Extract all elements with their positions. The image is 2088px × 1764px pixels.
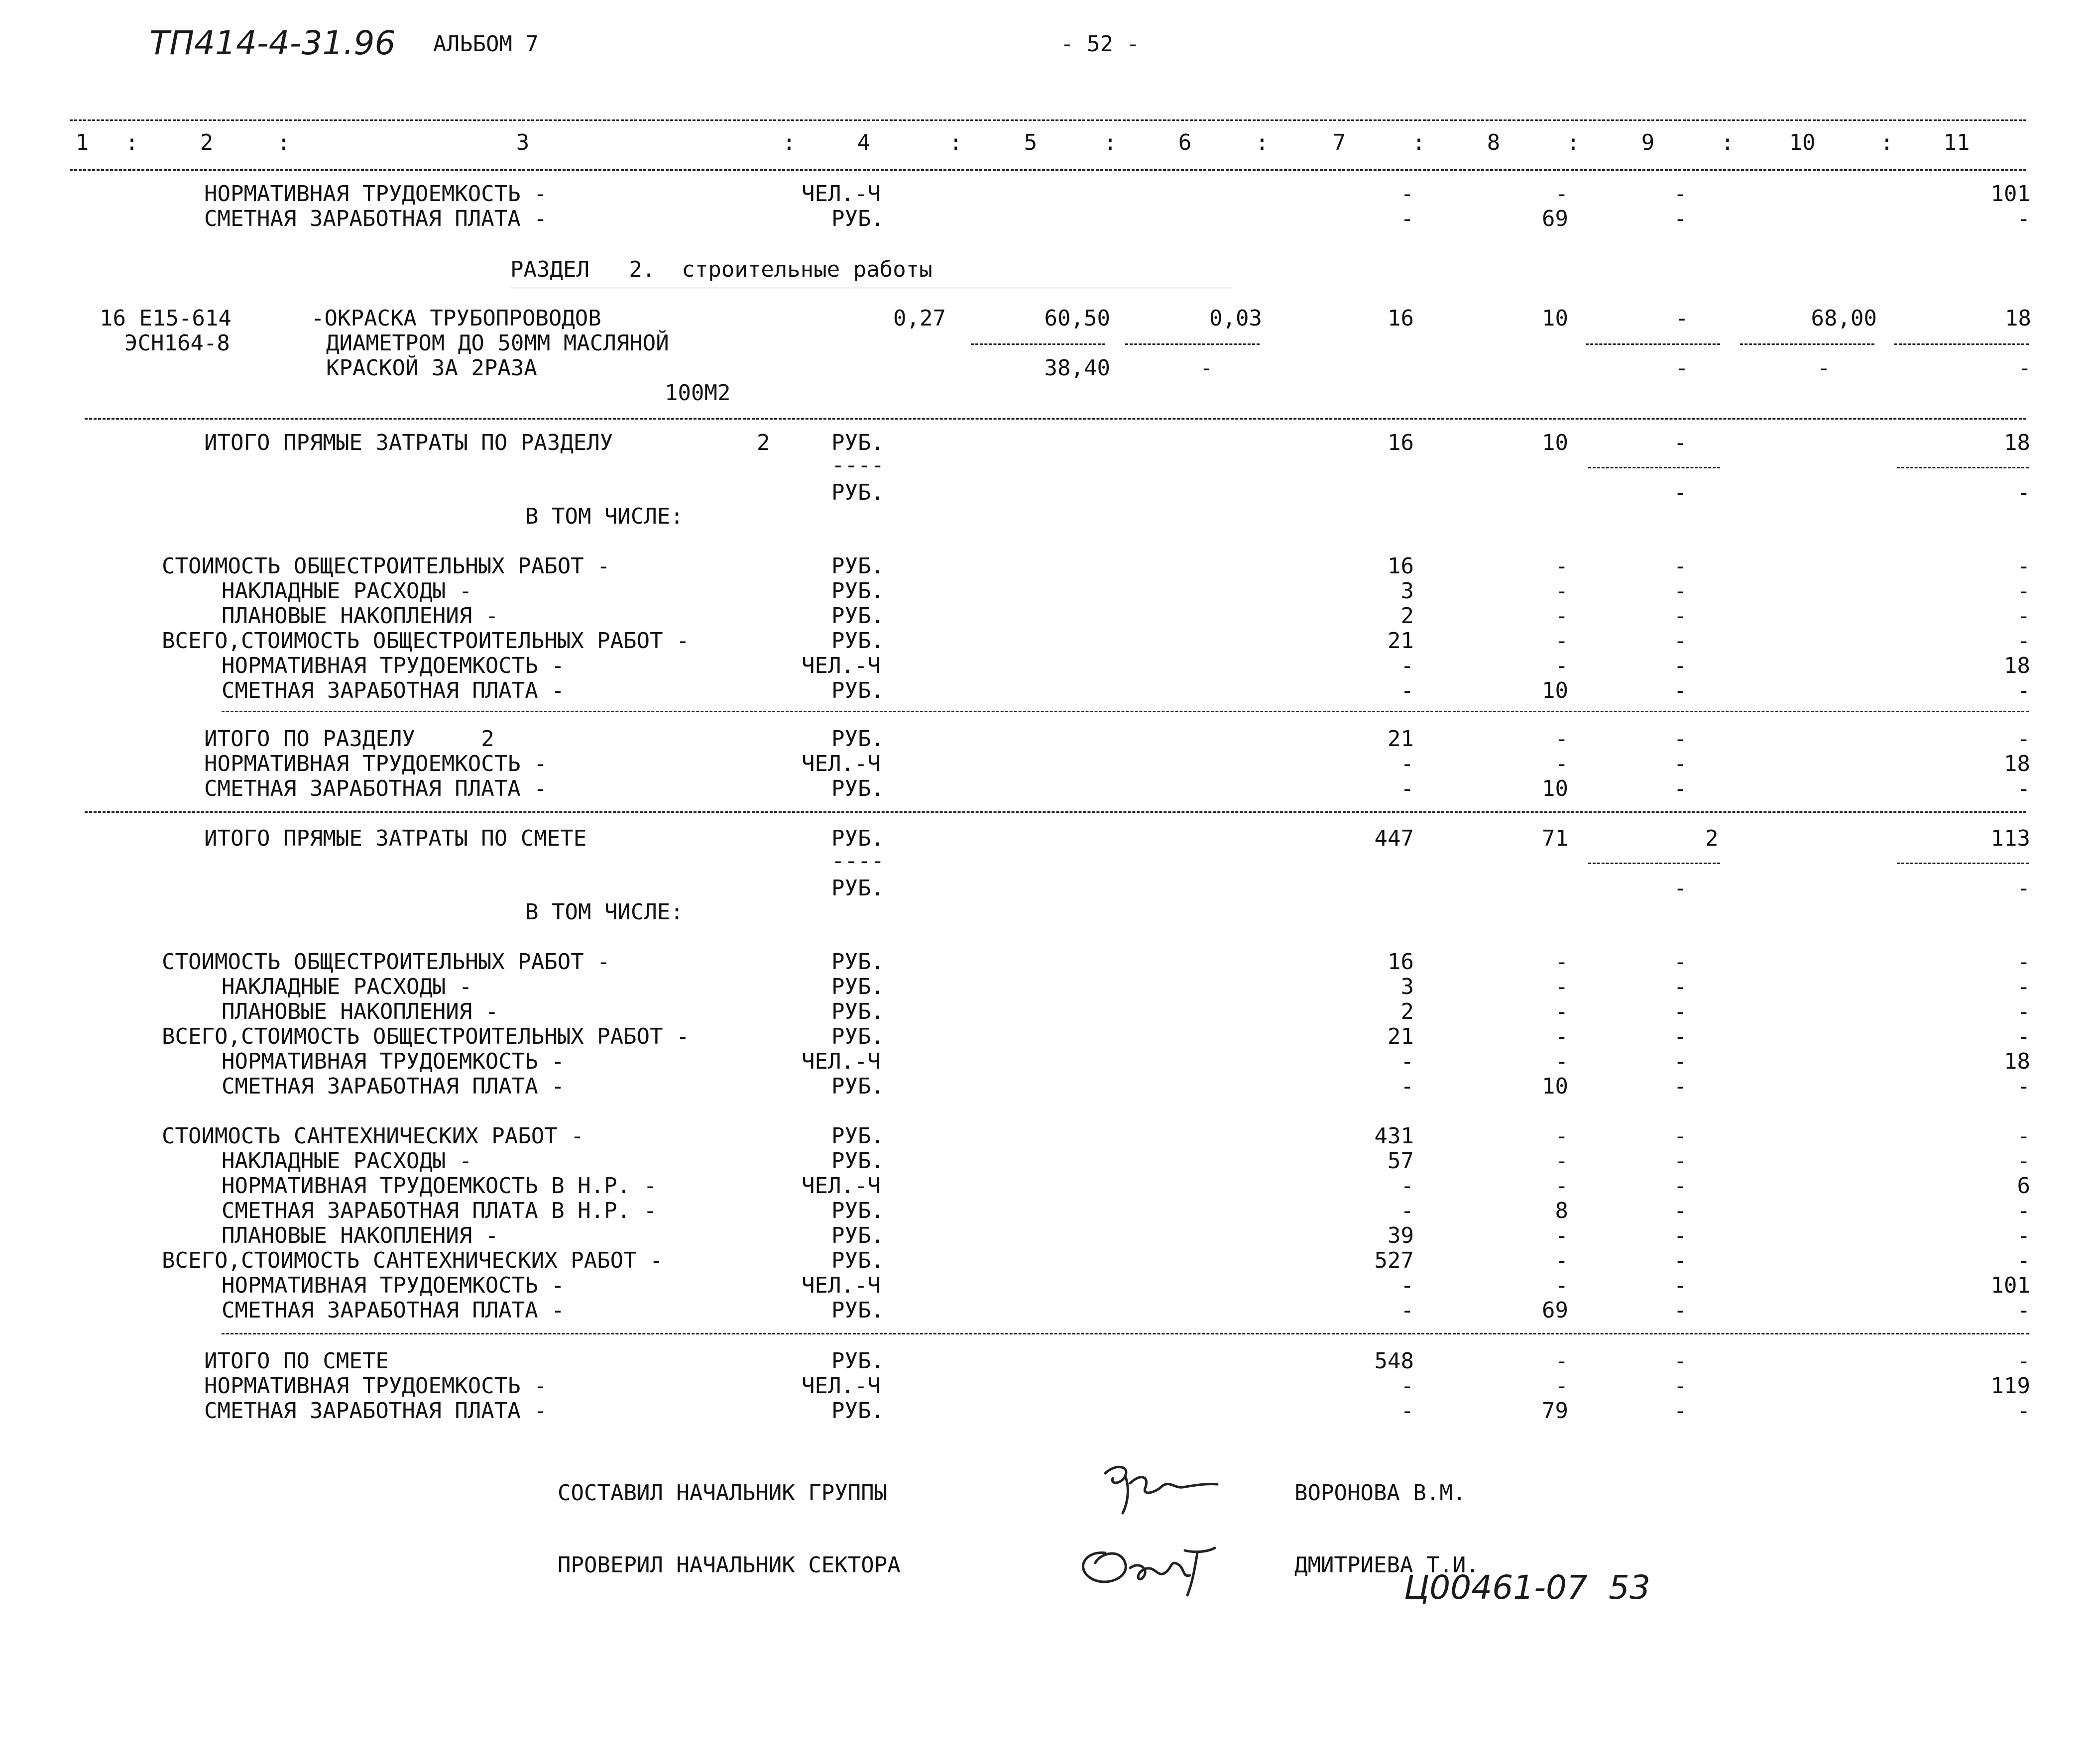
total-direct-estimate-c11: 113 <box>1990 826 2030 851</box>
total-direct-section-num: 2 <box>757 430 770 455</box>
general2-row-1-c9: - <box>1674 949 1687 975</box>
sanitary-row-7-label: НОРМАТИВНАЯ ТРУДОЕМКОСТЬ - <box>222 1273 565 1298</box>
item-c11: 18 <box>2005 306 2031 331</box>
column-header-4: : <box>277 130 291 155</box>
general1-row-5-c7: - <box>1400 653 1414 678</box>
general2-row-2-c7: 3 <box>1400 974 1414 999</box>
section-total-row-1-c9: - <box>1674 726 1687 752</box>
item-c4: 0,27 <box>893 306 946 331</box>
item-c9b: - <box>1675 355 1689 381</box>
general1-row-2-c8: - <box>1555 578 1568 604</box>
general2-row-4-c9: - <box>1674 1024 1687 1049</box>
general2-row-4-label: ВСЕГО,СТОИМОСТЬ ОБЩЕСТРОИТЕЛЬНЫХ РАБОТ - <box>162 1024 690 1049</box>
total-direct-estimate-c9-rule <box>1588 863 1720 864</box>
top-row-1-label: НОРМАТИВНАЯ ТРУДОЕМКОСТЬ - <box>204 181 547 207</box>
signature-dmitrieva <box>1070 1533 1220 1598</box>
signature-voronova <box>1095 1458 1225 1518</box>
estimate-total-row-2-label: НОРМАТИВНАЯ ТРУДОЕМКОСТЬ - <box>204 1373 547 1399</box>
item-c10-rule <box>1740 343 1874 345</box>
total-direct-estimate-unit-dash: ---- <box>831 848 884 874</box>
sanitary-row-6-c11: - <box>2017 1248 2030 1273</box>
total-direct-section-c11b: - <box>2017 480 2030 505</box>
sanitary-row-7-c9: - <box>1674 1273 1687 1298</box>
general1-row-4-unit: РУБ. <box>831 628 884 654</box>
total-direct-estimate-label: ИТОГО ПРЯМЫЕ ЗАТРАТЫ ПО СМЕТЕ <box>204 826 587 851</box>
estimate-total-row-3-c9: - <box>1674 1398 1687 1424</box>
sanitary-row-3-c7: - <box>1400 1173 1414 1199</box>
section-total-row-2-c11: 18 <box>2004 751 2030 776</box>
sanitary-row-4-label: СМЕТНАЯ ЗАРАБОТНАЯ ПЛАТА В Н.Р. - <box>222 1198 657 1223</box>
column-header-9: 5 <box>1024 130 1038 155</box>
item-c10: 68,00 <box>1811 306 1877 331</box>
sanitary-row-8-c8: 69 <box>1542 1298 1568 1323</box>
estimate-total-row-2-c9: - <box>1674 1373 1687 1399</box>
estimate-total-row-3-c11: - <box>2017 1398 2030 1424</box>
item-c9-rule <box>1586 343 1720 345</box>
general1-row-4-label: ВСЕГО,СТОИМОСТЬ ОБЩЕСТРОИТЕЛЬНЫХ РАБОТ - <box>162 628 690 654</box>
item-c6: 0,03 <box>1209 306 1262 331</box>
sanitary-row-4-c7: - <box>1400 1198 1414 1223</box>
sanitary-row-3-unit: ЧЕЛ.-Ч <box>802 1173 881 1199</box>
general2-row-4-c11: - <box>2017 1024 2030 1049</box>
general1-row-3-c9: - <box>1674 603 1687 629</box>
column-header-6: : <box>782 130 796 155</box>
sanitary-row-2-c11: - <box>2017 1148 2030 1174</box>
item-c11-rule <box>1894 343 2029 345</box>
top-row-2-unit: РУБ. <box>831 206 884 231</box>
top-row-1-unit: ЧЕЛ.-Ч <box>802 181 881 207</box>
general1-row-1-unit: РУБ. <box>831 553 884 579</box>
total-direct-section-incl: В ТОМ ЧИСЛЕ: <box>525 504 684 529</box>
total-direct-section-unit-dash: ---- <box>831 452 884 478</box>
general1-row-3-unit: РУБ. <box>831 603 884 629</box>
estimate-total-row-2-unit: ЧЕЛ.-Ч <box>802 1373 881 1399</box>
general2-row-1-c11: - <box>2017 949 2030 975</box>
total-direct-estimate-incl: В ТОМ ЧИСЛЕ: <box>525 899 684 925</box>
total-direct-estimate-c11b: - <box>2017 876 2030 901</box>
general1-row-4-c8: - <box>1555 628 1568 654</box>
sanitary-row-1-c7: 431 <box>1374 1123 1414 1149</box>
general2-row-6-label: СМЕТНАЯ ЗАРАБОТНАЯ ПЛАТА - <box>222 1074 565 1099</box>
item-c11b: - <box>2018 355 2031 381</box>
item-c6-rule <box>1125 343 1260 345</box>
section-total-row-1-c11: - <box>2017 726 2030 752</box>
general1-row-3-c8: - <box>1555 603 1568 629</box>
sanitary-row-5-c8: - <box>1555 1223 1568 1248</box>
general1-row-2-label: НАКЛАДНЫЕ РАСХОДЫ - <box>222 578 472 604</box>
general1-row-5-c8: - <box>1555 653 1568 678</box>
page-number: - 52 - <box>1060 31 1140 57</box>
sanitary-row-2-c8: - <box>1555 1148 1568 1174</box>
column-header-8: : <box>949 130 963 155</box>
section-total-row-2-c9: - <box>1674 751 1687 776</box>
top-row-2-c7: - <box>1400 206 1414 231</box>
section-total-row-2-c7: - <box>1400 751 1414 776</box>
general1-bottom-rule <box>222 711 2029 712</box>
column-header-5: 3 <box>516 130 530 155</box>
sanitary-row-4-c8: 8 <box>1555 1198 1568 1223</box>
general1-row-4-c11: - <box>2017 628 2030 654</box>
sanitary-row-4-c9: - <box>1674 1198 1687 1223</box>
sanitary-row-2-c7: 57 <box>1388 1148 1414 1174</box>
section-total-row-2-label: НОРМАТИВНАЯ ТРУДОЕМКОСТЬ - <box>204 751 547 776</box>
sanitary-row-3-label: НОРМАТИВНАЯ ТРУДОЕМКОСТЬ В Н.Р. - <box>222 1173 657 1199</box>
sanitary-row-1-label: СТОИМОСТЬ САНТЕХНИЧЕСКИХ РАБОТ - <box>162 1123 584 1149</box>
sanitary-row-6-c7: 527 <box>1374 1248 1414 1273</box>
sanitary-row-8-c7: - <box>1400 1298 1414 1323</box>
general2-row-6-c11: - <box>2017 1074 2030 1099</box>
general2-row-3-label: ПЛАНОВЫЕ НАКОПЛЕНИЯ - <box>222 999 499 1024</box>
general1-row-6-c9: - <box>1674 678 1687 703</box>
column-header-10: : <box>1103 130 1117 155</box>
item-name-3: КРАСКОЙ ЗА 2РАЗА <box>326 355 537 381</box>
column-header-16: : <box>1566 130 1580 155</box>
item-c9: - <box>1675 306 1689 331</box>
general1-row-6-c7: - <box>1400 678 1414 703</box>
column-header-15: 8 <box>1487 130 1501 155</box>
item-c5-rule <box>971 343 1105 345</box>
column-header-11: 6 <box>1178 130 1192 155</box>
column-header-13: 7 <box>1332 130 1346 155</box>
total-direct-section-c8: 10 <box>1542 430 1568 455</box>
section-total-row-1-c7: 21 <box>1388 726 1414 752</box>
general1-row-6-c11: - <box>2017 678 2030 703</box>
checked-by-label: ПРОВЕРИЛ НАЧАЛЬНИК СЕКТОРА <box>558 1552 901 1578</box>
general2-row-5-c7: - <box>1400 1049 1414 1074</box>
total-direct-section-unit: РУБ. <box>831 430 884 455</box>
item-c6b: - <box>1200 355 1213 381</box>
general2-row-2-c8: - <box>1555 974 1568 999</box>
sanitary-row-7-unit: ЧЕЛ.-Ч <box>802 1273 881 1298</box>
item-unit: 100М2 <box>665 380 731 406</box>
general2-row-3-c8: - <box>1555 999 1568 1024</box>
sanitary-row-6-unit: РУБ. <box>831 1248 884 1273</box>
album-label: АЛЬБОМ 7 <box>433 31 539 57</box>
estimate-total-row-1-c7: 548 <box>1374 1348 1414 1374</box>
section-total-row-2-unit: ЧЕЛ.-Ч <box>802 751 881 776</box>
section-total-row-1-unit: РУБ. <box>831 726 884 752</box>
section-total-row-3-c7: - <box>1400 776 1414 801</box>
top-row-2-label: СМЕТНАЯ ЗАРАБОТНАЯ ПЛАТА - <box>204 206 547 231</box>
item-bottom-rule <box>85 418 2026 420</box>
general1-row-3-c7: 2 <box>1400 603 1414 629</box>
item-c8: 10 <box>1542 306 1568 331</box>
general2-row-5-c9: - <box>1674 1049 1687 1074</box>
sanitary-row-1-unit: РУБ. <box>831 1123 884 1149</box>
general2-row-2-unit: РУБ. <box>831 974 884 999</box>
section-total-row-3-c9: - <box>1674 776 1687 801</box>
compiled-by-label: СОСТАВИЛ НАЧАЛЬНИК ГРУППЫ <box>558 1480 888 1506</box>
item-c5: 60,50 <box>1044 306 1110 331</box>
doc-code: ТП414-4-31.96 <box>149 24 396 62</box>
general2-row-1-c7: 16 <box>1388 949 1414 975</box>
section-total-bottom-rule <box>85 811 2026 813</box>
estimate-total-row-2-c11: 119 <box>1990 1373 2030 1399</box>
total-direct-estimate-c11-rule <box>1897 863 2029 864</box>
item-c5b: 38,40 <box>1044 355 1110 381</box>
general2-row-1-unit: РУБ. <box>831 949 884 975</box>
estimate-total-row-1-c11: - <box>2017 1348 2030 1374</box>
total-direct-section-c7: 16 <box>1388 430 1414 455</box>
general2-row-3-c11: - <box>2017 999 2030 1024</box>
top-row-1-c11: 101 <box>1990 181 2030 207</box>
general1-row-1-label: СТОИМОСТЬ ОБЩЕСТРОИТЕЛЬНЫХ РАБОТ - <box>162 553 610 579</box>
total-direct-section-label: ИТОГО ПРЯМЫЕ ЗАТРАТЫ ПО РАЗДЕЛУ <box>204 430 613 455</box>
general1-row-6-c8: 10 <box>1542 678 1568 703</box>
general1-row-3-c11: - <box>2017 603 2030 629</box>
sanitary-row-1-c9: - <box>1674 1123 1687 1149</box>
estimate-total-row-1-c9: - <box>1674 1348 1687 1374</box>
sanitary-row-5-c11: - <box>2017 1223 2030 1248</box>
sanitary-row-4-c11: - <box>2017 1198 2030 1223</box>
top-row-1-c8: - <box>1555 181 1568 207</box>
total-direct-estimate-c9b: - <box>1674 876 1687 901</box>
sanitary-row-6-c8: - <box>1555 1248 1568 1273</box>
section-total-row-1-label: ИТОГО ПО РАЗДЕЛУ 2 <box>204 726 494 752</box>
estimate-total-row-3-label: СМЕТНАЯ ЗАРАБОТНАЯ ПЛАТА - <box>204 1398 547 1424</box>
total-direct-section-c9: - <box>1674 430 1687 455</box>
total-direct-section-c11: 18 <box>2004 430 2030 455</box>
sanitary-row-8-label: СМЕТНАЯ ЗАРАБОТНАЯ ПЛАТА - <box>222 1298 565 1323</box>
header-top-rule <box>70 119 2026 121</box>
general2-row-6-unit: РУБ. <box>831 1074 884 1099</box>
general1-row-3-label: ПЛАНОВЫЕ НАКОПЛЕНИЯ - <box>222 603 499 629</box>
section-total-row-3-unit: РУБ. <box>831 776 884 801</box>
column-header-3: 2 <box>200 130 214 155</box>
sanitary-row-3-c8: - <box>1555 1173 1568 1199</box>
general2-row-6-c8: 10 <box>1542 1074 1568 1099</box>
general2-row-6-c9: - <box>1674 1074 1687 1099</box>
general2-row-1-c8: - <box>1555 949 1568 975</box>
estimate-total-row-1-unit: РУБ. <box>831 1348 884 1374</box>
general1-row-1-c11: - <box>2017 553 2030 579</box>
general1-row-5-c9: - <box>1674 653 1687 678</box>
general2-row-1-label: СТОИМОСТЬ ОБЩЕСТРОИТЕЛЬНЫХ РАБОТ - <box>162 949 610 975</box>
item-c7: 16 <box>1388 306 1414 331</box>
general1-row-2-c11: - <box>2017 578 2030 604</box>
compiled-by-name: ВОРОНОВА В.М. <box>1294 1480 1466 1506</box>
sanitary-row-8-unit: РУБ. <box>831 1298 884 1323</box>
sanitary-row-2-unit: РУБ. <box>831 1148 884 1174</box>
section-total-row-2-c8: - <box>1555 751 1568 776</box>
top-row-2-c11: - <box>2017 206 2030 231</box>
estimate-total-row-3-c8: 79 <box>1542 1398 1568 1424</box>
general2-row-4-c8: - <box>1555 1024 1568 1049</box>
general2-row-5-c11: 18 <box>2004 1049 2030 1074</box>
item-code-2: ЭСН164-8 <box>124 331 230 356</box>
section-total-row-3-c8: 10 <box>1542 776 1568 801</box>
stamp-code: Ц00461-07 53 <box>1404 1568 1650 1607</box>
sanitary-row-3-c11: 6 <box>2017 1173 2030 1199</box>
total-direct-estimate-c7: 447 <box>1374 826 1414 851</box>
sanitary-bottom-rule <box>222 1333 2029 1334</box>
general1-row-5-c11: 18 <box>2004 653 2030 678</box>
column-header-18: : <box>1721 130 1735 155</box>
column-header-14: : <box>1412 130 1426 155</box>
general1-row-2-c7: 3 <box>1400 578 1414 604</box>
section-title: РАЗДЕЛ 2. строительные работы <box>510 257 932 282</box>
general2-row-2-c9: - <box>1674 974 1687 999</box>
total-direct-estimate-c9: 2 <box>1705 826 1719 851</box>
general2-row-5-unit: ЧЕЛ.-Ч <box>802 1049 881 1074</box>
top-row-1-c7: - <box>1400 181 1414 207</box>
top-row-2-c8: 69 <box>1542 206 1568 231</box>
sanitary-row-5-c9: - <box>1674 1223 1687 1248</box>
sanitary-row-6-c9: - <box>1674 1248 1687 1273</box>
general1-row-5-unit: ЧЕЛ.-Ч <box>802 653 881 678</box>
column-header-12: : <box>1255 130 1269 155</box>
general2-row-4-unit: РУБ. <box>831 1024 884 1049</box>
general2-row-3-unit: РУБ. <box>831 999 884 1024</box>
header-bottom-rule <box>70 169 2026 171</box>
general2-row-5-label: НОРМАТИВНАЯ ТРУДОЕМКОСТЬ - <box>222 1049 565 1074</box>
item-number-code: 16 Е15-614 <box>100 306 232 331</box>
column-header-20: : <box>1880 130 1894 155</box>
total-direct-estimate-c8: 71 <box>1542 826 1568 851</box>
general2-row-2-label: НАКЛАДНЫЕ РАСХОДЫ - <box>222 974 472 999</box>
checked-by-name: ДМИТРИЕВА Т.И. <box>1294 1552 1479 1578</box>
estimate-total-row-2-c8: - <box>1555 1373 1568 1399</box>
general2-row-3-c9: - <box>1674 999 1687 1024</box>
total-direct-section-c9b: - <box>1674 480 1687 505</box>
top-row-2-c9: - <box>1674 206 1687 231</box>
section-total-row-3-label: СМЕТНАЯ ЗАРАБОТНАЯ ПЛАТА - <box>204 776 547 801</box>
general1-row-5-label: НОРМАТИВНАЯ ТРУДОЕМКОСТЬ - <box>222 653 565 678</box>
total-direct-section-unit2: РУБ. <box>831 480 884 505</box>
estimate-total-row-1-label: ИТОГО ПО СМЕТЕ <box>204 1348 389 1374</box>
section-total-row-1-c8: - <box>1555 726 1568 752</box>
estimate-total-row-3-unit: РУБ. <box>831 1398 884 1424</box>
sanitary-row-3-c9: - <box>1674 1173 1687 1199</box>
general1-row-1-c9: - <box>1674 553 1687 579</box>
sanitary-row-5-label: ПЛАНОВЫЕ НАКОПЛЕНИЯ - <box>222 1223 499 1248</box>
general1-row-4-c7: 21 <box>1388 628 1414 654</box>
section-total-row-3-c11: - <box>2017 776 2030 801</box>
total-direct-estimate-unit2: РУБ. <box>831 876 884 901</box>
total-direct-section-c11-rule <box>1897 467 2029 468</box>
general2-row-2-c11: - <box>2017 974 2030 999</box>
general2-row-4-c7: 21 <box>1388 1024 1414 1049</box>
general2-row-6-c7: - <box>1400 1074 1414 1099</box>
column-header-2: : <box>125 130 139 155</box>
item-name-2: ДИАМЕТРОМ ДО 50ММ МАСЛЯНОЙ <box>326 331 669 356</box>
sanitary-row-8-c11: - <box>2017 1298 2030 1323</box>
general2-row-5-c8: - <box>1555 1049 1568 1074</box>
sanitary-row-1-c11: - <box>2017 1123 2030 1149</box>
column-header-1: 1 <box>75 130 89 155</box>
estimate-total-row-2-c7: - <box>1400 1373 1414 1399</box>
total-direct-section-c9-rule <box>1588 467 1720 468</box>
sanitary-row-8-c9: - <box>1674 1298 1687 1323</box>
general1-row-2-unit: РУБ. <box>831 578 884 604</box>
total-direct-estimate-unit: РУБ. <box>831 826 884 851</box>
estimate-total-row-1-c8: - <box>1555 1348 1568 1374</box>
general2-row-3-c7: 2 <box>1400 999 1414 1024</box>
sanitary-row-4-unit: РУБ. <box>831 1198 884 1223</box>
sanitary-row-2-c9: - <box>1674 1148 1687 1174</box>
sanitary-row-7-c8: - <box>1555 1273 1568 1298</box>
column-header-17: 9 <box>1641 130 1655 155</box>
sanitary-row-2-label: НАКЛАДНЫЕ РАСХОДЫ - <box>222 1148 472 1174</box>
general1-row-2-c9: - <box>1674 578 1687 604</box>
sanitary-row-1-c8: - <box>1555 1123 1568 1149</box>
column-header-21: 11 <box>1943 130 1970 155</box>
item-name-1: -ОКРАСКА ТРУБОПРОВОДОВ <box>311 306 601 331</box>
general1-row-6-unit: РУБ. <box>831 678 884 703</box>
column-header-19: 10 <box>1789 130 1816 155</box>
general1-row-1-c7: 16 <box>1388 553 1414 579</box>
sanitary-row-5-c7: 39 <box>1388 1223 1414 1248</box>
section-title-underline <box>510 288 1232 289</box>
sanitary-row-6-label: ВСЕГО,СТОИМОСТЬ САНТЕХНИЧЕСКИХ РАБОТ - <box>162 1248 663 1273</box>
item-c10b: - <box>1817 355 1831 381</box>
sanitary-row-7-c11: 101 <box>1990 1273 2030 1298</box>
general1-row-6-label: СМЕТНАЯ ЗАРАБОТНАЯ ПЛАТА - <box>222 678 565 703</box>
sanitary-row-5-unit: РУБ. <box>831 1223 884 1248</box>
estimate-total-row-3-c7: - <box>1400 1398 1414 1424</box>
general1-row-1-c8: - <box>1555 553 1568 579</box>
sanitary-row-7-c7: - <box>1400 1273 1414 1298</box>
general1-row-4-c9: - <box>1674 628 1687 654</box>
top-row-1-c9: - <box>1674 181 1687 207</box>
column-header-7: 4 <box>857 130 871 155</box>
